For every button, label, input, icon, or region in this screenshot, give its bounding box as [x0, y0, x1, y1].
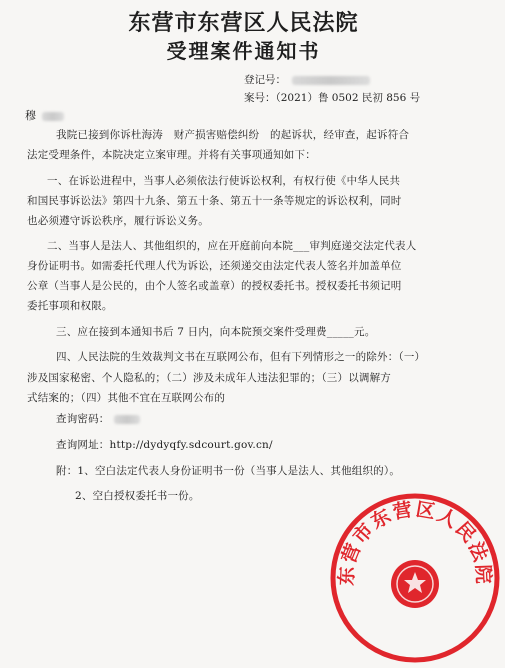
attachment-line: 附：1、空白法定代表人身份证明书一份（当事人是法人、其他组织的）。: [56, 465, 401, 477]
query-password-label: 查询密码：: [56, 413, 110, 425]
redacted-password: [114, 415, 140, 424]
body-line: 涉及国家秘密、个人隐私的；（二）涉及未成年人违法犯罪的；（三）以调解方: [27, 372, 391, 384]
attachment-line: 2、空白授权委托书一份。: [75, 490, 200, 502]
redacted-registration-value: [292, 76, 370, 85]
seal-emblem: [391, 560, 439, 608]
body-line: 身份证明书。如需委托代理人代为诉讼，还须递交由法定代表人签名并加盖单位: [27, 260, 402, 272]
body-line: 式结案的；（四）其他不宜在互联网公布的: [27, 392, 226, 404]
body-line: 和国民事诉讼法》第四十九条、第五十条、第五十一条等规定的诉讼权利，同时: [27, 195, 402, 207]
document-title: 受理案件通知书: [166, 39, 321, 63]
query-url: 查询网址：http://dydyqfy.sdcourt.gov.cn/: [56, 439, 273, 451]
body-line: 一、在诉讼进程中，当事人必须依法行使诉讼权利，有权行使《中华人民共: [47, 175, 401, 187]
registration-label: 登记号：: [244, 74, 286, 86]
redacted-addressee-name: [42, 112, 64, 121]
court-seal: [325, 488, 505, 668]
body-line: 四、人民法院的生效裁判文书在互联网公布，但有下列情形之一的除外：（一）: [56, 351, 426, 363]
body-line: 法定受理条件，本院决定立案审理。并将有关事项通知如下：: [27, 149, 316, 161]
body-line: 我院已接到你诉杜海涛 财产损害赔偿纠纷 的起诉状，经审查，起诉符合: [56, 129, 410, 141]
body-line: 委托事项和权限。: [27, 300, 113, 312]
query-password: [56, 411, 140, 426]
case-number: 案号：（2021）鲁 0502 民初 856 号: [244, 92, 421, 104]
court-name: 东营市东营区人民法院: [128, 10, 359, 36]
registration-number: [244, 72, 370, 87]
addressee-name: 穆: [25, 109, 36, 122]
body-line: 也必须遵守诉讼秩序，履行诉讼义务。: [27, 215, 209, 227]
body-line: 三、应在接到本通知书后 7 日内，向本院预交案件受理费_____元。: [56, 326, 376, 338]
body-line: 二、当事人是法人、其他组织的，应在开庭前向本院___审判庭递交法定代表人: [47, 240, 417, 252]
addressee: [25, 107, 64, 123]
seal-text-arc: 东营市东营区人民法院: [335, 498, 495, 587]
body-line: 公章（当事人是公民的，由个人签名或盖章）的授权委托书。授权委托书须记明: [27, 280, 402, 292]
